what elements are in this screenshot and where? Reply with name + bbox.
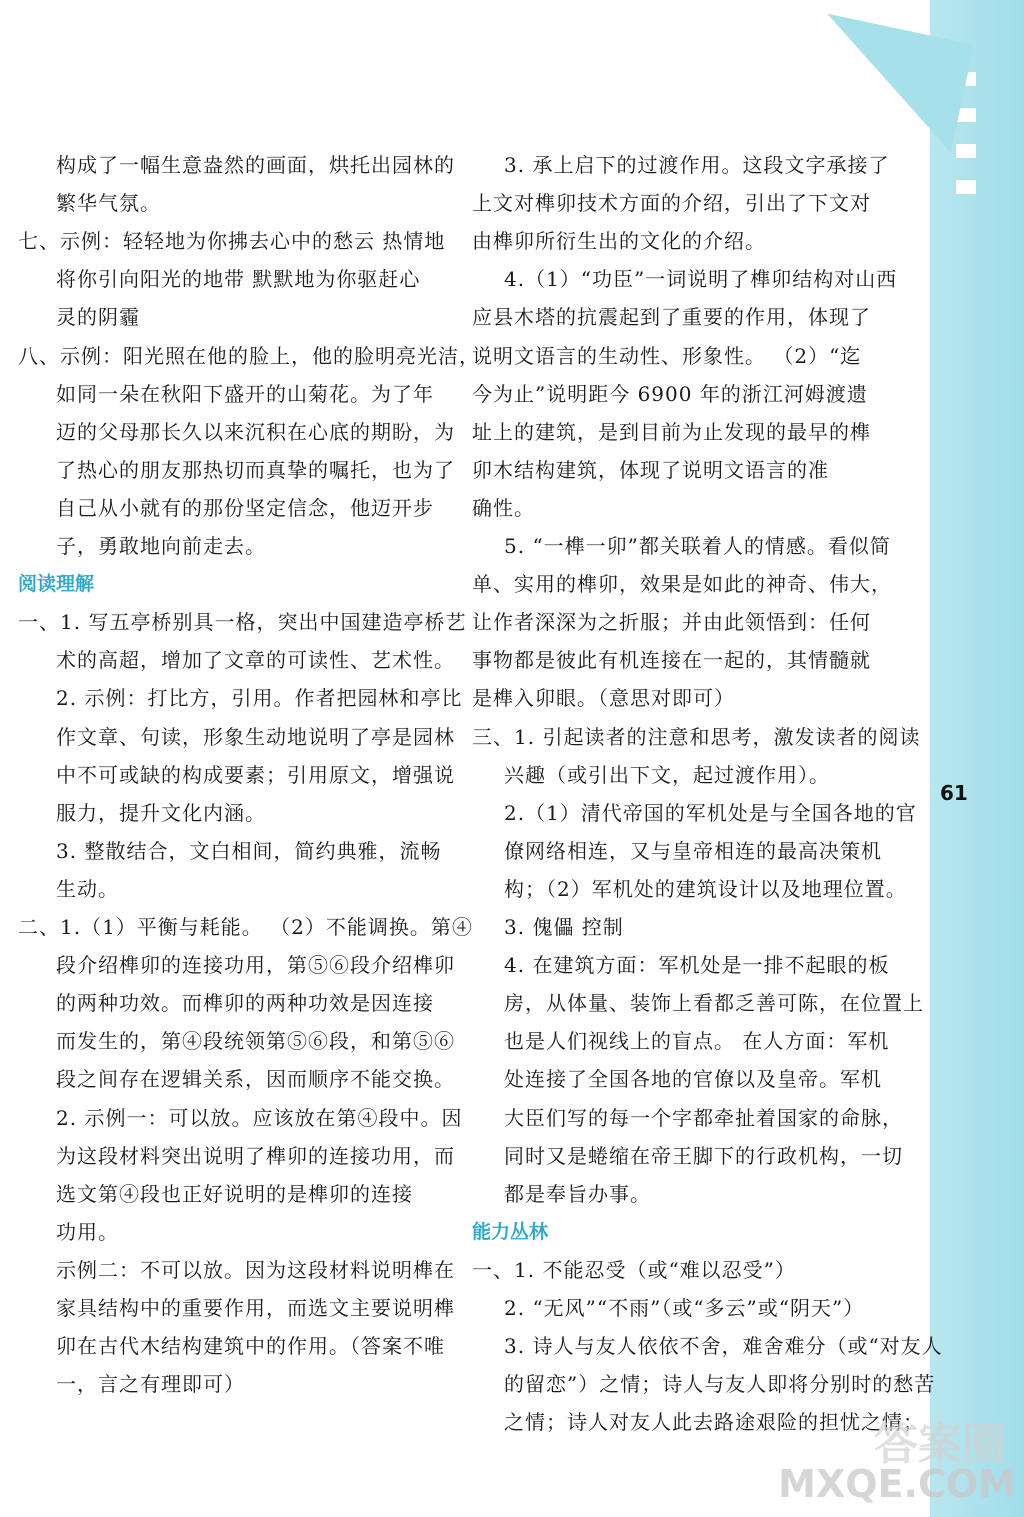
text-line: 自己从小就有的那份坚定信念，他迈开步 <box>56 495 434 520</box>
text-line: 处连接了全国各地的官僚以及皇帝。军机 <box>504 1067 882 1092</box>
text-line: 一、1. 不能忍受（或“难以忍受”） <box>472 1257 796 1282</box>
text-line: 3. 整散结合，文白相间，简约典雅，流畅 <box>56 838 442 863</box>
text-line: 都是奉旨办事。 <box>504 1181 651 1206</box>
text-line: 同时又是蜷缩在帝王脚下的行政机构，一切 <box>504 1143 903 1168</box>
text-line: 一、1. 写五亭桥别具一格，突出中国建造亭桥艺 <box>18 610 467 635</box>
text-line: 七、示例：轻轻地为你拂去心中的愁云 热情地 <box>18 229 446 254</box>
text-line: 段之间存在逻辑关系，因而顺序不能交换。 <box>56 1067 455 1092</box>
text-line: 4. 在建筑方面：军机处是一排不起眼的板 <box>504 953 890 978</box>
text-line: 确性。 <box>472 495 535 520</box>
text-line: 大臣们写的每一个字都牵扯着国家的命脉， <box>504 1105 903 1130</box>
page-number: 61 <box>940 781 968 805</box>
text-line: 2. “无风”“不雨”（或“多云”或“阴天”） <box>504 1296 865 1320</box>
text-line: 说明文语言的生动性、形象性。 （2）“迄 <box>472 343 862 368</box>
text-line: 址上的建筑，是到目前为止发现的最早的榫 <box>472 419 871 444</box>
text-line: 之情；诗人对友人此去路途艰险的担忧之情； <box>504 1410 924 1435</box>
text-line: 中不可或缺的构成要素；引用原文，增强说 <box>56 762 455 787</box>
section-heading: 阅读理解 <box>18 573 95 596</box>
text-line: 为这段材料突出说明了榫卯的连接功用，而 <box>56 1143 455 1168</box>
text-line: 3. 诗人与友人依依不舍，难舍难分（或“对友人 <box>504 1334 943 1359</box>
watermark-text: MXQE.COM <box>778 1462 1016 1506</box>
text-line: 术的高超，增加了文章的可读性、艺术性。 <box>56 648 455 673</box>
text-line: 也是人们视线上的盲点。 在人方面：军机 <box>504 1029 890 1054</box>
text-line: 一，言之有理即可） <box>56 1372 245 1397</box>
text-line: 2. 示例一：可以放。应该放在第④段中。因 <box>56 1105 463 1130</box>
edge-tick <box>956 144 976 158</box>
text-line: 是榫入卯眼。（意思对即可） <box>472 686 735 711</box>
text-line: 如同一朵在秋阳下盛开的山菊花。为了年 <box>56 381 434 406</box>
text-line: 服力，提升文化内涵。 <box>56 800 266 825</box>
text-line: 八、示例：阳光照在他的脸上，他的脸明亮光洁， <box>18 343 480 368</box>
text-line: 示例二：不可以放。因为这段材料说明榫在 <box>56 1257 455 1282</box>
text-line: 4.（1）“功臣”一词说明了榫卯结构对山西 <box>504 267 898 292</box>
text-line: 应县木塔的抗震起到了重要的作用，体现了 <box>472 305 871 330</box>
text-line: 段介绍榫卯的连接功用，第⑤⑥段介绍榫卯 <box>56 953 455 978</box>
text-line: 灵的阴霾 <box>56 305 140 330</box>
text-line: 僚网络相连，又与皇帝相连的最高决策机 <box>504 838 882 863</box>
text-line: 繁华气氛。 <box>56 191 161 216</box>
text-line: 构成了一幅生意盎然的画面，烘托出园林的 <box>56 153 455 177</box>
text-line: 的留恋”）之情；诗人与友人即将分别时的愁苦 <box>504 1372 936 1397</box>
text-line: 2.（1）清代帝国的军机处是与全国各地的官 <box>504 800 917 825</box>
text-line: 作文章、句读，形象生动地说明了亭是园林 <box>56 724 455 749</box>
section-heading: 能力丛林 <box>472 1220 549 1243</box>
watermark-logo: 答案圈 <box>874 1419 1006 1470</box>
text-line: 将你引向阳光的地带 默默地为你驱赶心 <box>56 267 421 292</box>
edge-tick <box>956 180 976 194</box>
text-line: 2. 示例：打比方，引用。作者把园林和亭比 <box>56 686 463 711</box>
text-line: 构；（2）军机处的建筑设计以及地理位置。 <box>504 876 907 901</box>
text-line: 卯在古代木结构建筑中的作用。（答案不唯 <box>56 1334 445 1359</box>
text-line: 选文第④段也正好说明的是榫卯的连接 <box>56 1181 413 1206</box>
text-line: 让作者深深为之折服；并由此领悟到：任何 <box>472 610 871 635</box>
text-line: 3. 承上启下的过渡作用。这段文字承接了 <box>504 153 890 177</box>
text-line: 三、1. 引起读者的注意和思考，激发读者的阅读 <box>472 724 921 749</box>
text-line: 子，勇敢地向前走去。 <box>56 534 266 558</box>
text-line: 事物都是彼此有机连接在一起的，其情髓就 <box>472 648 871 673</box>
text-line: 上文对榫卯技术方面的介绍，引出了下文对 <box>472 191 871 216</box>
text-line: 迈的父母那长久以来沉积在心底的期盼，为 <box>56 419 455 444</box>
text-line: 房，从体量、装饰上看都乏善可陈，在位置上 <box>504 991 924 1016</box>
text-line: 3. 傀儡 控制 <box>504 915 624 939</box>
text-line: 由榫卯所衍生出的文化的介绍。 <box>472 229 766 254</box>
text-line: 功用。 <box>56 1219 119 1244</box>
text-line: 今为止”说明距今 6900 年的浙江河姆渡遗 <box>472 381 868 406</box>
text-line: 5. “一榫一卯”都关联着人的情感。看似简 <box>504 534 891 558</box>
text-line: 二、1.（1）平衡与耗能。 （2）不能调换。第④ <box>18 915 473 939</box>
text-line: 生动。 <box>56 876 119 901</box>
text-line: 而发生的，第④段统领第⑤⑥段，和第⑤⑥ <box>56 1029 455 1054</box>
text-line: 单、实用的榫卯，效果是如此的神奇、伟大， <box>472 572 892 597</box>
text-line: 卯木结构建筑，体现了说明文语言的准 <box>472 457 829 482</box>
text-line: 的两种功效。而榫卯的两种功效是因连接 <box>56 991 434 1016</box>
text-line: 了热心的朋友那热切而真挚的嘱托，也为了 <box>56 457 455 482</box>
text-line: 兴趣（或引出下文，起过渡作用）。 <box>504 762 830 787</box>
page-edge-band <box>930 0 1024 1517</box>
text-line: 家具结构中的重要作用，而选文主要说明榫 <box>56 1296 455 1320</box>
